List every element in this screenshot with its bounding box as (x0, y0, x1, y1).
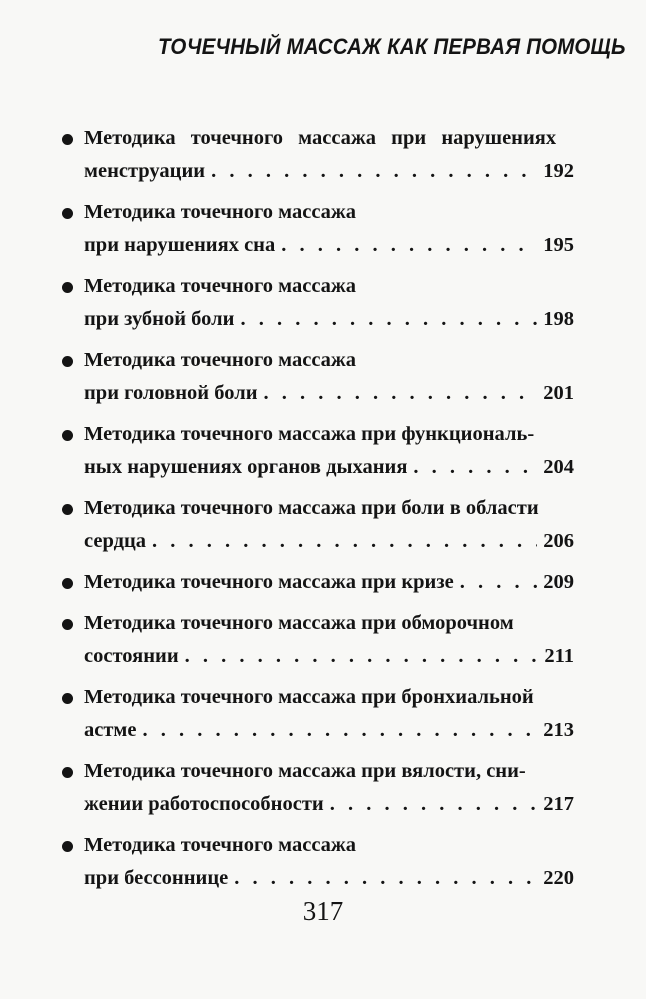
table-of-contents (62, 122, 574, 903)
bullet-icon (62, 282, 73, 293)
toc-entry-title-line1: Методика точечного массажа (84, 201, 357, 223)
toc-entry-title-line2: ных нарушениях органов дыхания (84, 456, 408, 478)
toc-page-number: 192 (543, 160, 574, 182)
toc-page-number: 211 (544, 645, 574, 667)
toc-page-number: 213 (543, 719, 574, 741)
toc-entry (62, 122, 574, 188)
toc-entry (62, 270, 574, 336)
toc-page-number: 220 (543, 867, 574, 889)
running-header: ТОЧЕЧНЫЙ МАССАЖ КАК ПЕРВАЯ ПОМОЩЬ (158, 34, 626, 59)
toc-entry-title-line2: жении работоспособности (84, 793, 324, 815)
bullet-icon (62, 134, 73, 145)
bullet-icon (62, 619, 73, 630)
toc-entry-title-line2: при головной боли (84, 382, 258, 404)
bullet-icon (62, 208, 73, 219)
bullet-icon (62, 430, 73, 441)
bullet-icon (62, 356, 73, 367)
dot-leader (152, 525, 537, 558)
dot-leader (460, 566, 538, 599)
bullet-icon (62, 504, 73, 515)
toc-entry-title-line1: Методика точечного массажа при функциональ- (84, 423, 535, 445)
toc-entry (62, 418, 574, 484)
toc-entry (62, 344, 574, 410)
toc-entry-title-line2: при зубной боли (84, 308, 235, 330)
toc-entry-title-line1: Методика точечного массажа при боли в области (84, 497, 539, 519)
toc-entry-title-line2: менструации (84, 160, 206, 182)
dot-leader (142, 714, 537, 747)
dot-leader (211, 155, 537, 188)
toc-entry-title-line1: Методика точечного массажа при нарушениях (84, 127, 557, 149)
dot-leader (330, 788, 538, 821)
toc-entry-title-line2: сердца (84, 530, 147, 552)
toc-entry (62, 566, 574, 599)
toc-entry-title-line1: Методика точечного массажа (84, 349, 357, 371)
bullet-icon (62, 578, 73, 589)
toc-entry-title-line1: Методика точечного массажа при обморочном (84, 612, 514, 634)
toc-entry-title-line2: состоянии (84, 645, 179, 667)
toc-entry-title-line1: Методика точечного массажа при бронхиальной (84, 686, 534, 708)
toc-page-number: 204 (543, 456, 574, 478)
bullet-icon (62, 693, 73, 704)
dot-leader (185, 640, 539, 673)
toc-entry (62, 196, 574, 262)
dot-leader (240, 303, 537, 336)
toc-page-number: 209 (543, 571, 574, 593)
toc-entry-title-line1: Методика точечного массажа при вялости, сни- (84, 760, 526, 782)
toc-page-number: 195 (543, 234, 574, 256)
toc-entry-title-line2: астме (84, 719, 137, 741)
toc-entry (62, 681, 574, 747)
toc-entry (62, 492, 574, 558)
bullet-icon (62, 767, 73, 778)
dot-leader (281, 229, 537, 262)
toc-page-number: 198 (543, 308, 574, 330)
toc-entry-title-line2: при бессоннице (84, 867, 229, 889)
toc-page-number: 217 (543, 793, 574, 815)
bullet-icon (62, 841, 73, 852)
toc-entry (62, 755, 574, 821)
toc-entry-title (84, 122, 574, 155)
dot-leader (264, 377, 538, 410)
toc-page-number: 201 (543, 382, 574, 404)
toc-page-number: 206 (543, 530, 574, 552)
dot-leader (234, 862, 537, 895)
toc-entry (62, 607, 574, 673)
toc-entry-title-line1: Методика точечного массажа при кризе (84, 571, 454, 593)
toc-entry-title-line2: при нарушениях сна (84, 234, 276, 256)
toc-entry-title-line1: Методика точечного массажа (84, 834, 357, 856)
toc-entry-title-line1: Методика точечного массажа (84, 275, 357, 297)
page-number: 317 (302, 896, 344, 926)
dot-leader (413, 451, 537, 484)
toc-entry (62, 829, 574, 895)
